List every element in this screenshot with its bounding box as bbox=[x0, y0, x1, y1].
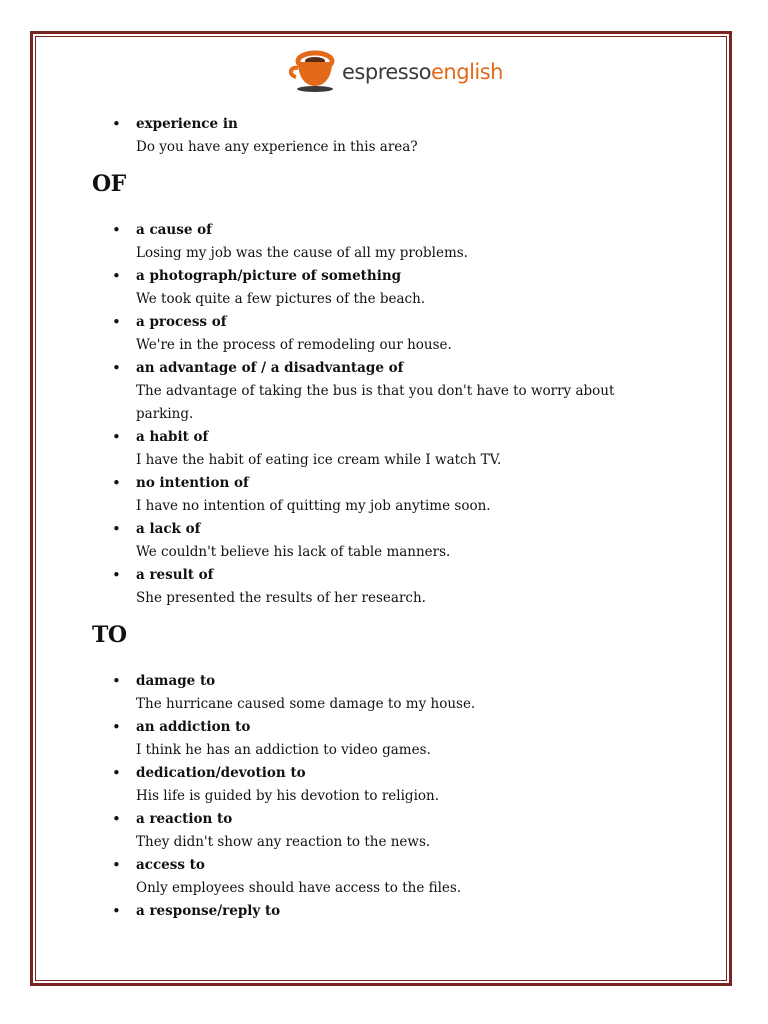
entry-phrase: a lack of bbox=[136, 521, 201, 537]
entry-example: Only employees should have access to the files. bbox=[136, 880, 462, 896]
bullet-icon: • bbox=[112, 359, 121, 377]
list-item bbox=[92, 265, 652, 311]
list-item bbox=[92, 762, 652, 808]
bullet-icon: • bbox=[112, 267, 121, 285]
entry-example: I have the habit of eating ice cream while I watch TV. bbox=[136, 452, 502, 468]
entry-example: She presented the results of her research. bbox=[136, 590, 426, 606]
logo-word-espresso: espresso bbox=[342, 60, 432, 84]
list-item bbox=[92, 426, 652, 472]
entry-example: The hurricane caused some damage to my house. bbox=[136, 696, 476, 712]
list-item bbox=[92, 219, 652, 265]
entry-phrase: a photograph/picture of something bbox=[136, 268, 402, 284]
bullet-icon: • bbox=[112, 428, 121, 446]
entry-example: His life is guided by his devotion to religion. bbox=[136, 788, 440, 804]
bullet-icon: • bbox=[112, 902, 121, 920]
bullet-icon: • bbox=[112, 313, 121, 331]
of-entry-list bbox=[92, 219, 652, 610]
document-body bbox=[92, 113, 652, 923]
entry-example: Losing my job was the cause of all my problems. bbox=[136, 245, 468, 261]
list-item bbox=[92, 564, 652, 610]
section-heading-of: OF bbox=[92, 171, 126, 197]
entry-phrase: no intention of bbox=[136, 475, 249, 491]
entry-phrase: access to bbox=[136, 857, 205, 873]
list-item bbox=[92, 670, 652, 716]
bullet-icon: • bbox=[112, 810, 121, 828]
entry-phrase: a response/reply to bbox=[136, 903, 281, 919]
bullet-icon: • bbox=[112, 520, 121, 538]
entry-phrase: a cause of bbox=[136, 222, 212, 238]
bullet-icon: • bbox=[112, 221, 121, 239]
list-item bbox=[92, 113, 652, 159]
entry-example: We're in the process of remodeling our house. bbox=[136, 337, 452, 353]
entry-phrase: dedication/devotion to bbox=[136, 765, 306, 781]
entry-phrase: an advantage of / a disadvantage of bbox=[136, 360, 404, 376]
list-item bbox=[92, 311, 652, 357]
bullet-icon: • bbox=[112, 474, 121, 492]
entry-phrase: experience in bbox=[136, 116, 238, 132]
entry-example: We couldn't believe his lack of table manners. bbox=[136, 544, 451, 560]
logo-wordmark bbox=[342, 60, 503, 84]
list-item bbox=[92, 357, 652, 426]
logo-word-english: english bbox=[431, 60, 503, 84]
list-item bbox=[92, 854, 652, 900]
entry-phrase: a result of bbox=[136, 567, 214, 583]
entry-example: They didn't show any reaction to the news. bbox=[136, 834, 431, 850]
bullet-icon: • bbox=[112, 566, 121, 584]
entry-phrase: a process of bbox=[136, 314, 227, 330]
entry-phrase: a reaction to bbox=[136, 811, 233, 827]
entry-phrase: damage to bbox=[136, 673, 216, 689]
to-entry-list bbox=[92, 670, 652, 923]
section-of bbox=[92, 171, 652, 610]
intro-entry-list bbox=[92, 113, 652, 159]
list-item bbox=[92, 518, 652, 564]
bullet-icon: • bbox=[112, 856, 121, 874]
entry-example: We took quite a few pictures of the beach. bbox=[136, 291, 426, 307]
espresso-english-logo bbox=[286, 48, 503, 94]
list-item bbox=[92, 716, 652, 762]
bullet-icon: • bbox=[112, 672, 121, 690]
coffee-cup-icon bbox=[286, 48, 340, 94]
entry-example: Do you have any experience in this area? bbox=[136, 139, 418, 155]
entry-example: I have no intention of quitting my job anytime soon. bbox=[136, 498, 491, 514]
entry-example: The advantage of taking the bus is that you don't have to worry about parking. bbox=[136, 383, 615, 422]
list-item bbox=[92, 472, 652, 518]
bullet-icon: • bbox=[112, 115, 121, 133]
bullet-icon: • bbox=[112, 764, 121, 782]
list-item bbox=[92, 808, 652, 854]
list-item bbox=[92, 900, 652, 923]
section-heading-to: TO bbox=[92, 622, 127, 648]
entry-phrase: an addiction to bbox=[136, 719, 251, 735]
bullet-icon: • bbox=[112, 718, 121, 736]
entry-example: I think he has an addiction to video games. bbox=[136, 742, 431, 758]
section-to bbox=[92, 622, 652, 923]
entry-phrase: a habit of bbox=[136, 429, 209, 445]
